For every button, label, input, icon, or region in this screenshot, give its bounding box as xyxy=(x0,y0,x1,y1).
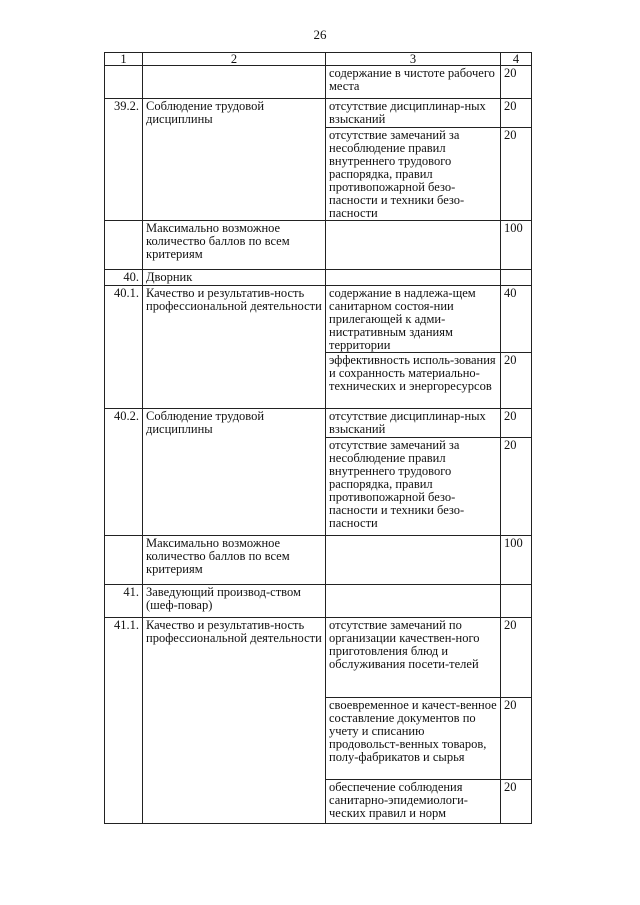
criterion xyxy=(326,221,501,270)
score: 100 xyxy=(501,536,532,585)
score: 20 xyxy=(501,409,532,438)
score xyxy=(501,585,532,618)
item-name: Качество и результатив-ность профессиональной деятельности xyxy=(143,618,326,824)
table-row xyxy=(105,270,532,286)
item-name xyxy=(143,66,326,99)
table-row xyxy=(105,618,532,698)
criterion: обеспечение соблюдения санитарно-эпидемиологи-ческих правил и норм xyxy=(326,780,501,824)
score: 20 xyxy=(501,99,532,128)
table-row xyxy=(105,286,532,353)
criterion: отсутствие замечаний по организации качествен-ного приготовления блюд и обслуживания посети-телей xyxy=(326,618,501,698)
criterion xyxy=(326,270,501,286)
criterion xyxy=(326,585,501,618)
table-row xyxy=(105,585,532,618)
score: 40 xyxy=(501,286,532,353)
item-name: Дворник xyxy=(143,270,326,286)
score: 20 xyxy=(501,780,532,824)
item-number xyxy=(105,536,143,585)
item-number: 40. xyxy=(105,270,143,286)
criterion: своевременное и качест-венное составление документов по учету и списанию продовольст-венных товаров, полу-фабрикатов и сырья xyxy=(326,698,501,780)
item-number xyxy=(105,66,143,99)
item-number: 41. xyxy=(105,585,143,618)
criterion: содержание в надлежа-щем санитарном состоя-нии прилегающей к адми-нистративным зданиям территории xyxy=(326,286,501,353)
item-number: 40.1. xyxy=(105,286,143,409)
item-number: 40.2. xyxy=(105,409,143,536)
header-row xyxy=(105,53,532,66)
criterion: отсутствие дисциплинар-ных взысканий xyxy=(326,409,501,438)
column-header: 2 xyxy=(143,53,326,66)
item-name: Соблюдение трудовой дисциплины xyxy=(143,99,326,221)
score: 20 xyxy=(501,438,532,536)
score xyxy=(501,270,532,286)
table-row xyxy=(105,221,532,270)
item-number: 41.1. xyxy=(105,618,143,824)
score: 100 xyxy=(501,221,532,270)
score: 20 xyxy=(501,353,532,409)
criterion: отсутствие замечаний за несоблюдение правил внутреннего трудового распорядка, правил противопожарной безо-пасности и техники безо-пасности xyxy=(326,438,501,536)
column-header: 4 xyxy=(501,53,532,66)
criteria-table xyxy=(104,52,532,824)
table-row xyxy=(105,99,532,128)
criterion: эффективность исполь-зования и сохранность материально-технических и энергоресурсов xyxy=(326,353,501,409)
item-name: Максимально возможное количество баллов по всем критериям xyxy=(143,536,326,585)
score: 20 xyxy=(501,128,532,221)
item-name: Качество и результатив-ность профессиональной деятельности xyxy=(143,286,326,409)
item-name: Соблюдение трудовой дисциплины xyxy=(143,409,326,536)
criterion: содержание в чистоте рабочего места xyxy=(326,66,501,99)
criterion xyxy=(326,536,501,585)
item-name: Максимально возможное количество баллов по всем критериям xyxy=(143,221,326,270)
criterion: отсутствие замечаний за несоблюдение правил внутреннего трудового распорядка, правил противопожарной безо-пасности и техники безо-пасности xyxy=(326,128,501,221)
item-number xyxy=(105,221,143,270)
score: 20 xyxy=(501,66,532,99)
item-number: 39.2. xyxy=(105,99,143,221)
column-header: 1 xyxy=(105,53,143,66)
table-row xyxy=(105,409,532,438)
criterion: отсутствие дисциплинар-ных взысканий xyxy=(326,99,501,128)
table-row xyxy=(105,66,532,99)
score: 20 xyxy=(501,618,532,698)
score: 20 xyxy=(501,698,532,780)
page-number: 26 xyxy=(313,27,327,42)
item-name: Заведующий производ-ством (шеф-повар) xyxy=(143,585,326,618)
table-row xyxy=(105,536,532,585)
column-header: 3 xyxy=(326,53,501,66)
